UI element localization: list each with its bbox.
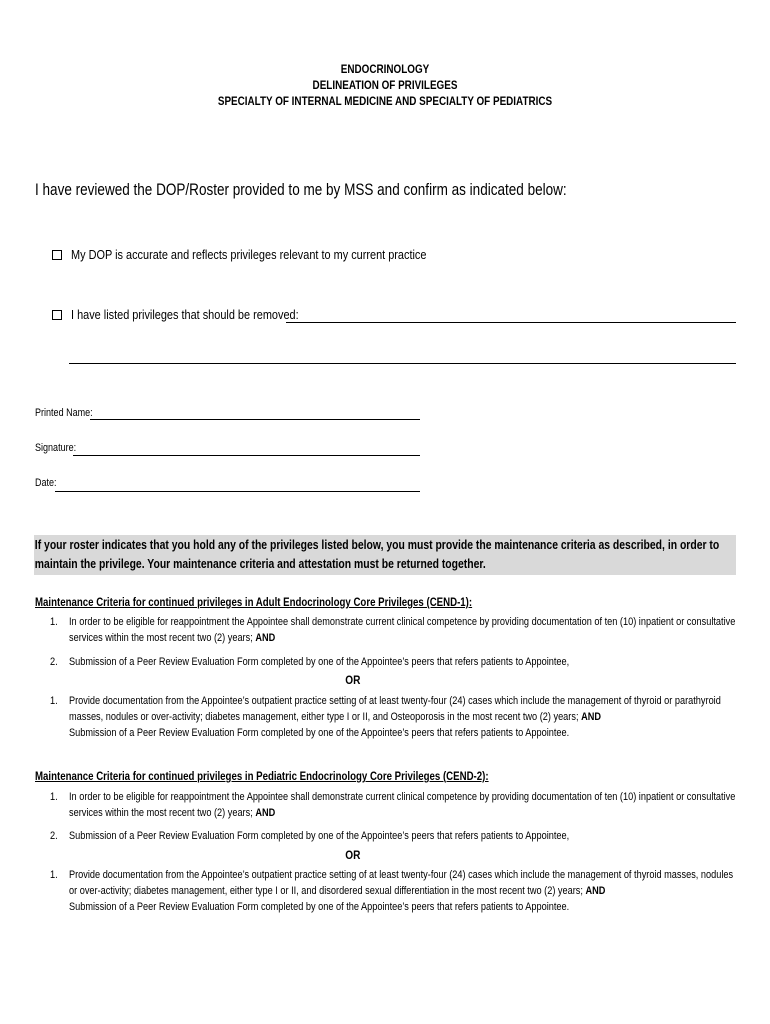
list-number: 2. <box>50 830 58 842</box>
checkbox-privileges-removed[interactable] <box>52 307 342 322</box>
list-text: Provide documentation from the Appointee’s outpatient practice setting of at least twenty-four (24) cases which include the management of thyroid masses, nodules or over-activity; diabetes management, either type I or II, and disordered sexual differentiation in the most recent two (2) years; <box>69 869 734 897</box>
notice-text: If your roster indicates that you hold any of the privileges listed below, you must provide the maintenance criteria as described, in order to maintain the privilege. Your maintenance criteria and attestation must be returned together. <box>34 537 720 571</box>
list-number: 1. <box>50 869 58 881</box>
signature-label: Signature: <box>35 442 77 454</box>
removed-privileges-line-1[interactable] <box>286 322 736 323</box>
checkbox-dop-accurate[interactable] <box>52 247 494 262</box>
maintenance-notice <box>34 535 736 575</box>
or-label: OR <box>345 848 361 862</box>
and-label: AND <box>581 711 601 723</box>
removed-privileges-line-2[interactable] <box>69 363 736 364</box>
section-title-adult: Maintenance Criteria for continued privileges in Adult Endocrinology Core Privileges (CEND-1): <box>35 597 473 609</box>
printed-name-field[interactable] <box>90 419 420 420</box>
checkbox-label: My DOP is accurate and reflects privileges relevant to my current practice <box>71 247 427 262</box>
doc-title: ENDOCRINOLOGY <box>340 64 430 76</box>
and-label: AND <box>255 807 276 819</box>
section-title-pediatric: Maintenance Criteria for continued privileges in Pediatric Endocrinology Core Privileges (CEND-2): <box>35 771 489 783</box>
doc-specialty: SPECIALTY OF INTERNAL MEDICINE AND SPECIALTY OF PEDIATRICS <box>217 96 553 108</box>
checkbox-icon[interactable] <box>52 250 62 260</box>
list-text: Provide documentation from the Appointee’s outpatient practice setting of at least twenty-four (24) cases which include the management of thyroid or parathyroid masses, nodules or over-activity; diabetes management, either type I or II, and Osteoporosis in the most recent two (2) years; <box>69 695 721 723</box>
list-tail: Submission of a Peer Review Evaluation Form completed by one of the Appointee’s peers that refers patients to Appointee. <box>69 727 570 739</box>
signature-field[interactable] <box>73 455 420 456</box>
list-text: In order to be eligible for reappointment the Appointee shall demonstrate current clinical competence by providing documentation of ten (10) inpatient or consultative services within the most recent two (2) years; <box>69 791 736 819</box>
list-number: 2. <box>50 656 58 668</box>
or-label: OR <box>345 673 361 687</box>
list-number: 1. <box>50 695 58 707</box>
doc-subtitle: DELINEATION OF PRIVILEGES <box>312 80 458 92</box>
and-label: AND <box>585 885 606 897</box>
printed-name-label: Printed Name: <box>35 407 93 419</box>
date-field[interactable] <box>55 491 420 492</box>
list-text: Submission of a Peer Review Evaluation Form completed by one of the Appointee’s peers that refers patients to Appointee, <box>69 656 570 668</box>
and-label: AND <box>255 632 276 644</box>
date-label: Date: <box>35 477 57 489</box>
list-tail: Submission of a Peer Review Evaluation Form completed by one of the Appointee’s peers that refers patients to Appointee. <box>69 901 570 913</box>
checkbox-icon[interactable] <box>52 310 62 320</box>
list-text: In order to be eligible for reappointment the Appointee shall demonstrate current clinical competence by providing documentation of ten (10) inpatient or consultative services within the most recent two (2) years; <box>69 616 736 644</box>
list-number: 1. <box>50 616 58 628</box>
list-number: 1. <box>50 791 58 803</box>
confirmation-statement: I have reviewed the DOP/Roster provided to me by MSS and confirm as indicated below: <box>35 181 567 199</box>
list-text: Submission of a Peer Review Evaluation Form completed by one of the Appointee’s peers that refers patients to Appointee, <box>69 830 570 842</box>
checkbox-label: I have listed privileges that should be removed: <box>71 307 299 322</box>
